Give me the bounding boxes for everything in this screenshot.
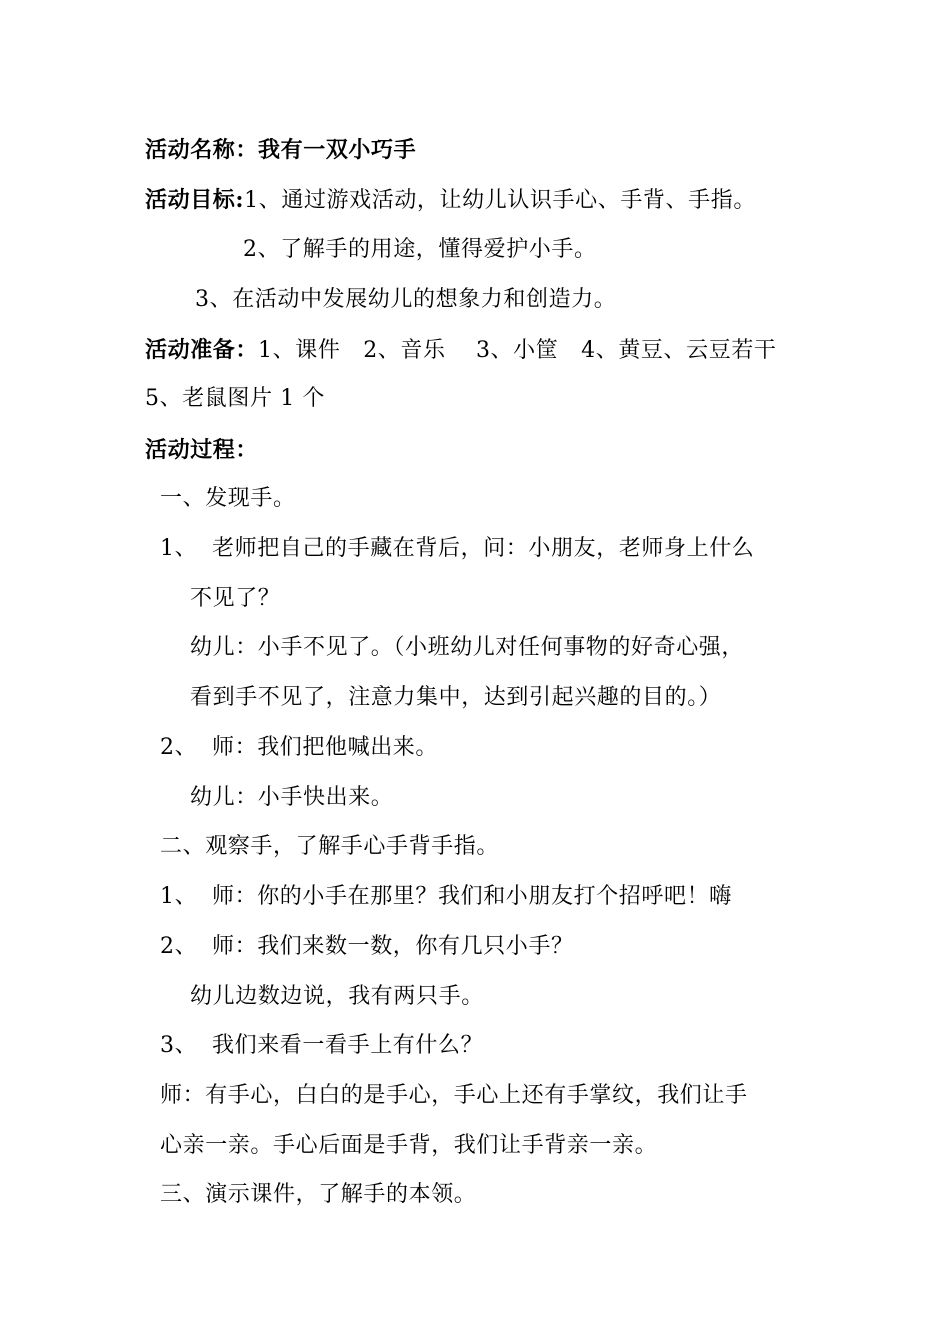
activity-goals-label: 活动目标: <box>145 187 245 213</box>
activity-process-label: 活动过程： <box>145 437 259 463</box>
item-number: 2、 <box>160 934 198 959</box>
item-text: 我们来看一看手上有什么？ <box>212 1033 484 1058</box>
activity-name-value: 我有一双小巧手 <box>258 137 417 163</box>
section-1-title: 一、发现手。 <box>160 486 296 511</box>
section-2-teacher-speech: 师：有手心，白白的是手心，手心上还有手掌纹，我们让手 <box>160 1083 748 1108</box>
section-1-child-response-2: 幼儿：小手快出来。 <box>190 785 394 810</box>
item-text: 师：你的小手在那里？我们和小朋友打个招呼吧！嗨 <box>212 884 732 909</box>
section-2-teacher-speech-continued: 心亲一亲。手心后面是手背，我们让手背亲一亲。 <box>160 1133 658 1158</box>
item-text: 师：我们来数一数，你有几只小手？ <box>212 934 574 959</box>
section-3-title: 三、演示课件，了解手的本领。 <box>160 1182 477 1207</box>
goal-1: 1、通过游戏活动，让幼儿认识手心、手背、手指。 <box>244 188 756 213</box>
goal-3: 3、在活动中发展幼儿的想象力和创造力。 <box>195 287 617 312</box>
section-1-item-1-continued: 不见了？ <box>190 586 281 611</box>
section-1-child-response-1: 幼儿：小手不见了。（小班幼儿对任何事物的好奇心强， <box>190 635 745 660</box>
section-2-title: 二、观察手，了解手心手背手指。 <box>160 834 500 859</box>
activity-prep-line <box>145 335 777 365</box>
activity-goals-line <box>145 185 756 215</box>
item-number: 1、 <box>160 536 198 561</box>
section-1-child-response-1-continued: 看到手不见了，注意力集中，达到引起兴趣的目的。） <box>190 685 722 710</box>
section-1-item-1 <box>160 534 754 564</box>
activity-name-label: 活动名称： <box>145 137 259 163</box>
section-2-child-response: 幼儿边数边说，我有两只手。 <box>190 984 484 1009</box>
item-number: 3、 <box>160 1033 198 1058</box>
goal-2: 2、了解手的用途，懂得爱护小手。 <box>243 237 597 262</box>
item-text: 师：我们把他喊出来。 <box>212 735 439 760</box>
section-2-item-2 <box>160 932 574 962</box>
activity-name-line <box>145 135 416 165</box>
activity-prep-label: 活动准备： <box>145 337 259 363</box>
item-number: 2、 <box>160 735 198 760</box>
activity-prep-continued: 5、老鼠图片 1 个 <box>145 386 325 411</box>
section-2-item-1 <box>160 882 732 912</box>
item-text: 老师把自己的手藏在背后，问：小朋友，老师身上什么 <box>212 536 755 561</box>
section-2-item-3 <box>160 1031 483 1061</box>
section-1-item-2 <box>160 733 438 763</box>
activity-prep-items: 1、课件 2、音乐 3、小筐 4、黄豆、云豆若干 <box>258 338 777 363</box>
item-number: 1、 <box>160 884 198 909</box>
